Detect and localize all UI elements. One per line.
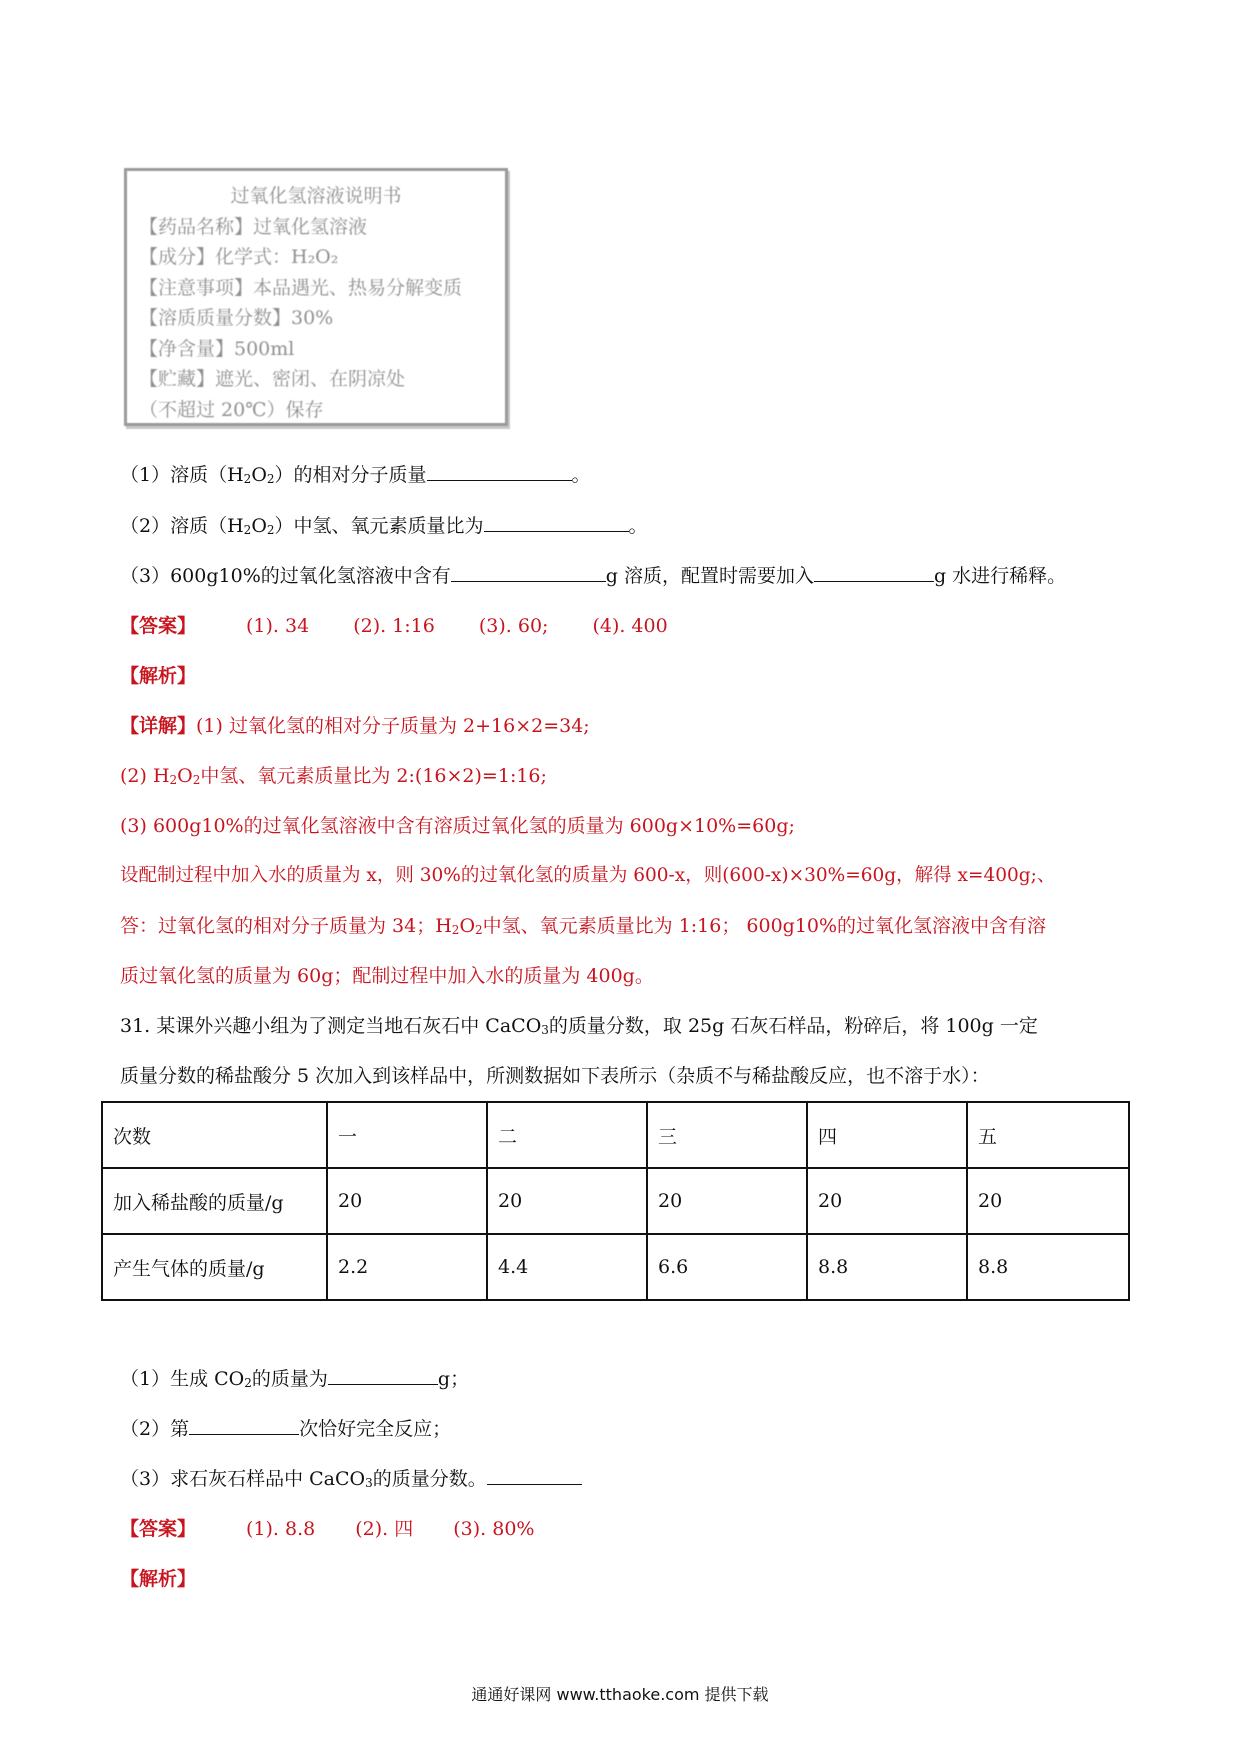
table-cell: 6.6 bbox=[647, 1234, 807, 1300]
table-cell: 四 bbox=[807, 1102, 967, 1168]
q30-sub3: （3）600g10%的过氧化氢溶液中含有 g 溶质，配置时需要加入 g 水进行稀释。 bbox=[120, 565, 1067, 587]
q30-detail-4: 设配制过程中加入水的质量为 x，则 30%的过氧化氢的质量为 600-x，则(600-x)×30%=60g，解得 x=400g;、 bbox=[120, 865, 1056, 886]
answer-blank bbox=[487, 1466, 582, 1485]
label-line: 【溶质质量分数】30% bbox=[139, 307, 334, 329]
table-cell: 次数 bbox=[102, 1102, 327, 1168]
table-cell: 五 bbox=[967, 1102, 1129, 1168]
label-image bbox=[124, 168, 508, 426]
q30-detail-5: 答：过氧化氢的相对分子质量为 34；$H_2O_2$中氢、氧元素质量比为 1:16； 600g10%的过氧化氢溶液中含有溶 bbox=[120, 915, 1047, 937]
table-cell: 4.4 bbox=[487, 1234, 647, 1300]
table-cell: 三 bbox=[647, 1102, 807, 1168]
label-title: 过氧化氢溶液说明书 bbox=[230, 185, 402, 207]
table-row bbox=[102, 1168, 1129, 1234]
table-header-row bbox=[102, 1102, 1129, 1168]
answer-blank bbox=[427, 462, 572, 481]
table-cell: 8.8 bbox=[967, 1234, 1129, 1300]
table-cell: 产生气体的质量/g bbox=[102, 1234, 327, 1300]
label-line: 【净含量】500ml bbox=[139, 337, 295, 360]
q31-sub1: （1）生成 $CO_2$的质量为 g； bbox=[120, 1368, 470, 1390]
q30-answer: 【答案】 (1). 34 (2). 1:16 (3). 60; (4). 400 bbox=[120, 615, 668, 637]
label-line: （不超过 20℃）保存 bbox=[139, 398, 324, 421]
q31-sub2: （2）第 次恰好完全反应； bbox=[120, 1418, 452, 1440]
label-line: 【贮藏】遮光、密闭、在阴凉处 bbox=[139, 368, 406, 390]
q30-detail-3: (3) 600g10%的过氧化氢溶液中含有溶质过氧化氢的质量为 600g×10%=60g; bbox=[120, 815, 795, 837]
q30-detail-1: 【详解】(1) 过氧化氢的相对分子质量为 2+16×2=34; bbox=[120, 715, 590, 737]
table-cell: 20 bbox=[327, 1168, 487, 1234]
q30-sub2: （2）溶质$(H_2O_2)$中氢、氧元素质量比为 。 bbox=[120, 515, 648, 537]
q30-analysis-label: 【解析】 bbox=[120, 665, 197, 687]
label-line: 【药品名称】过氧化氢溶液 bbox=[139, 215, 368, 238]
answer-blank bbox=[484, 513, 629, 532]
table-cell: 20 bbox=[647, 1168, 807, 1234]
q31-stem-2: 质量分数的稀盐酸分 5 次加入到该样品中，所测数据如下表所示（杂质不与稀盐酸反应，也不溶于水）： bbox=[120, 1065, 990, 1087]
label-line: 【成分】化学式：H₂O₂ bbox=[139, 246, 339, 268]
table-cell: 20 bbox=[967, 1168, 1129, 1234]
q30-sub1: （1）溶质$(H_2O_2)$的相对分子质量 。 bbox=[120, 464, 591, 486]
table-cell: 二 bbox=[487, 1102, 647, 1168]
answer-blank bbox=[451, 563, 606, 582]
table-cell: 一 bbox=[327, 1102, 487, 1168]
data-table bbox=[101, 1101, 1130, 1301]
table-cell: 20 bbox=[487, 1168, 647, 1234]
q30-detail-6: 质过氧化氢的质量为 60g；配制过程中加入水的质量为 400g。 bbox=[120, 965, 654, 987]
table-cell: 加入稀盐酸的质量/g bbox=[102, 1168, 327, 1234]
table-cell: 2.2 bbox=[327, 1234, 487, 1300]
label-line: 【注意事项】本品遇光、热易分解变质 bbox=[139, 276, 463, 299]
q31-sub3: （3）求石灰石样品中 CaCO$_3$的质量分数。 bbox=[120, 1466, 582, 1492]
q31-stem-1: 31. 某课外兴趣小组为了测定当地石灰石中 CaCO$_3$的质量分数，取 25g 石灰石样品，粉碎后，将 100g 一定 bbox=[120, 1015, 1038, 1037]
q31-analysis-label: 【解析】 bbox=[120, 1568, 197, 1590]
page-footer: 通通好课网 www.tthaoke.com 提供下载 bbox=[471, 1685, 769, 1704]
q31-answer: 【答案】 (1). 8.8 (2). 四 (3). 80% bbox=[120, 1518, 535, 1540]
table-cell: 8.8 bbox=[807, 1234, 967, 1300]
answer-blank bbox=[189, 1416, 299, 1435]
answer-blank bbox=[328, 1366, 438, 1385]
answer-blank bbox=[814, 563, 934, 582]
table-row bbox=[102, 1234, 1129, 1300]
table-cell: 20 bbox=[807, 1168, 967, 1234]
q30-detail-2: (2) $H_2O_2$中氢、氧元素质量比为 2:(16×2)=1:16; bbox=[120, 765, 547, 787]
